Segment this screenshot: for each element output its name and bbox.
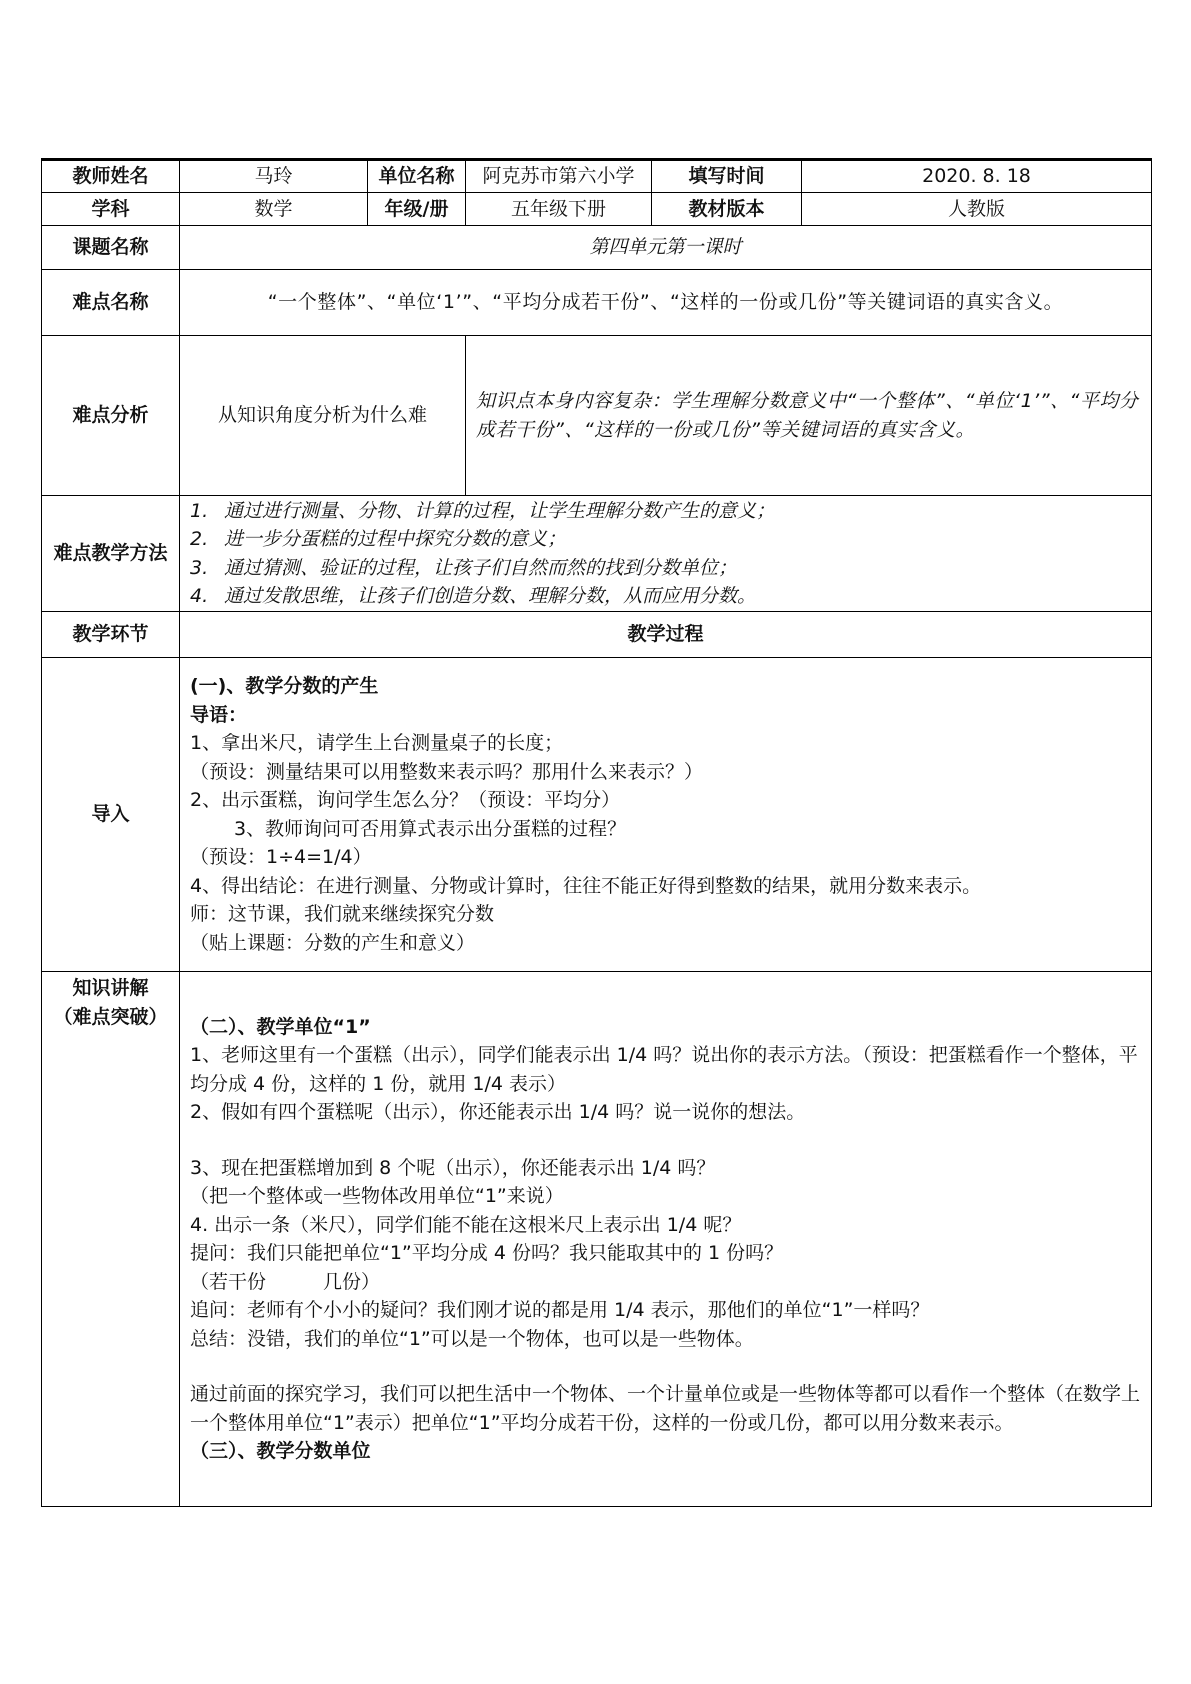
- intro-label: 导入: [42, 658, 180, 972]
- subject-label: 学科: [42, 193, 180, 226]
- process-header-row: [42, 612, 1152, 658]
- subject-value: 数学: [180, 193, 368, 226]
- unit-value: 阿克苏市第六小学: [466, 160, 652, 193]
- date-label: 填写时间: [652, 160, 802, 193]
- method-item: 1. 通过进行测量、分物、计算的过程，让学生理解分数产生的意义；: [190, 499, 776, 522]
- intro-heading: (一)、教学分数的产生: [190, 675, 379, 697]
- topic-value: 第四单元第一课时: [180, 226, 1152, 270]
- process-label: 教学过程: [180, 612, 1152, 658]
- method-item: 2. 进一步分蛋糕的过程中探究分数的意义；: [190, 528, 567, 550]
- knowledge-line: 1、老师这里有一个蛋糕（出示），同学们能表示出 1/4 吗？说出你的表示方法。（预设：把蛋糕看作一个整体，平均分成 4 份，这样的 1 份，就用 1/4 表示）: [190, 1044, 1138, 1095]
- analysis-sub-label: 从知识角度分析为什么难: [180, 336, 466, 496]
- method-item: 4. 通过发散思维，让孩子们创造分数、理解分数，从而应用分数。: [190, 585, 757, 607]
- lesson-plan-table: [41, 158, 1152, 1507]
- teacher-value: 马玲: [180, 160, 368, 193]
- intro-line: 2、出示蛋糕，询问学生怎么分？（预设：平均分）: [190, 789, 621, 811]
- knowledge-summary: 通过前面的探究学习，我们可以把生活中一个物体、一个计量单位或是一些物体等都可以看作一个整体（在数学上一个整体用单位“1”表示）把单位“1”平均分成若干份，这样的一份或几份，都可以用分数来表示。: [190, 1383, 1141, 1434]
- topic-label: 课题名称: [42, 226, 180, 270]
- intro-row: [42, 658, 1152, 972]
- difficulty-label: 难点名称: [42, 270, 180, 336]
- analysis-label: 难点分析: [42, 336, 180, 496]
- knowledge-content: [180, 972, 1152, 1507]
- knowledge-line: 2、假如有四个蛋糕呢（出示），你还能表示出 1/4 吗？说一说你的想法。: [190, 1101, 806, 1123]
- knowledge-label: 知识讲解 （难点突破）: [42, 972, 180, 1507]
- knowledge-line: 3、现在把蛋糕增加到 8 个呢（出示），你还能表示出 1/4 吗？: [190, 1156, 716, 1179]
- intro-line: 1、拿出米尺，请学生上台测量桌子的长度；: [190, 732, 564, 754]
- next-heading: （三）、教学分数单位: [190, 1440, 371, 1462]
- intro-subheading: 导语：: [190, 703, 248, 726]
- intro-line: （预设：1÷4=1/4）: [190, 846, 372, 868]
- intro-line: 4、得出结论：在进行测量、分物或计算时，往往不能正好得到整数的结果，就用分数来表示。: [190, 874, 982, 897]
- topic-row: [42, 226, 1152, 270]
- intro-content: [180, 658, 1152, 972]
- methods-label: 难点教学方法: [42, 496, 180, 612]
- analysis-row: [42, 336, 1152, 496]
- intro-line: 3、教师询问可否用算式表示出分蛋糕的过程？: [234, 817, 627, 840]
- stage-label: 教学环节: [42, 612, 180, 658]
- intro-line: （预设：测量结果可以用整数来表示吗？那用什么来表示？）: [190, 760, 704, 783]
- intro-line: （贴上课题：分数的产生和意义）: [190, 931, 476, 954]
- intro-line: 师：这节课，我们就来继续探究分数: [190, 903, 495, 925]
- knowledge-line: 追问：老师有个小小的疑问？我们刚才说的都是用 1/4 表示，那他们的单位“1”一样吗？: [190, 1299, 930, 1321]
- difficulty-value: “一个整体”、“单位‘1’”、“平均分成若干份”、“这样的一份或几份”等关键词语的真实含义。: [180, 270, 1152, 336]
- difficulty-row: [42, 270, 1152, 336]
- knowledge-line: 总结：没错，我们的单位“1”可以是一个物体，也可以是一些物体。: [190, 1327, 754, 1350]
- header-row-1: [42, 160, 1152, 193]
- knowledge-heading: （二）、教学单位“1”: [190, 1015, 371, 1038]
- header-row-2: [42, 193, 1152, 226]
- teacher-label: 教师姓名: [42, 160, 180, 193]
- analysis-content: 知识点本身内容复杂：学生理解分数意义中“一个整体”、“单位‘1’”、“平均分成若干份”、“这样的一份或几份”等关键词语的真实含义。: [466, 336, 1152, 496]
- method-item: 3. 通过猜测、验证的过程，让孩子们自然而然的找到分数单位；: [190, 556, 738, 579]
- methods-row: [42, 496, 1152, 612]
- edition-value: 人教版: [802, 193, 1152, 226]
- grade-label: 年级/册: [368, 193, 466, 226]
- methods-list: [180, 496, 1152, 612]
- knowledge-line: 4. 出示一条（米尺），同学们能不能在这根米尺上表示出 1/4 呢？: [190, 1213, 742, 1236]
- edition-label: 教材版本: [652, 193, 802, 226]
- grade-value: 五年级下册: [466, 193, 652, 226]
- knowledge-line: （把一个整体或一些物体改用单位“1”来说）: [190, 1185, 564, 1207]
- knowledge-row: [42, 972, 1152, 1507]
- unit-label: 单位名称: [368, 160, 466, 193]
- date-value: 2020. 8. 18: [802, 160, 1152, 193]
- knowledge-line: 提问：我们只能把单位“1”平均分成 4 份吗？我只能取其中的 1 份吗？: [190, 1242, 784, 1264]
- knowledge-line: （若干份 几份）: [190, 1270, 381, 1293]
